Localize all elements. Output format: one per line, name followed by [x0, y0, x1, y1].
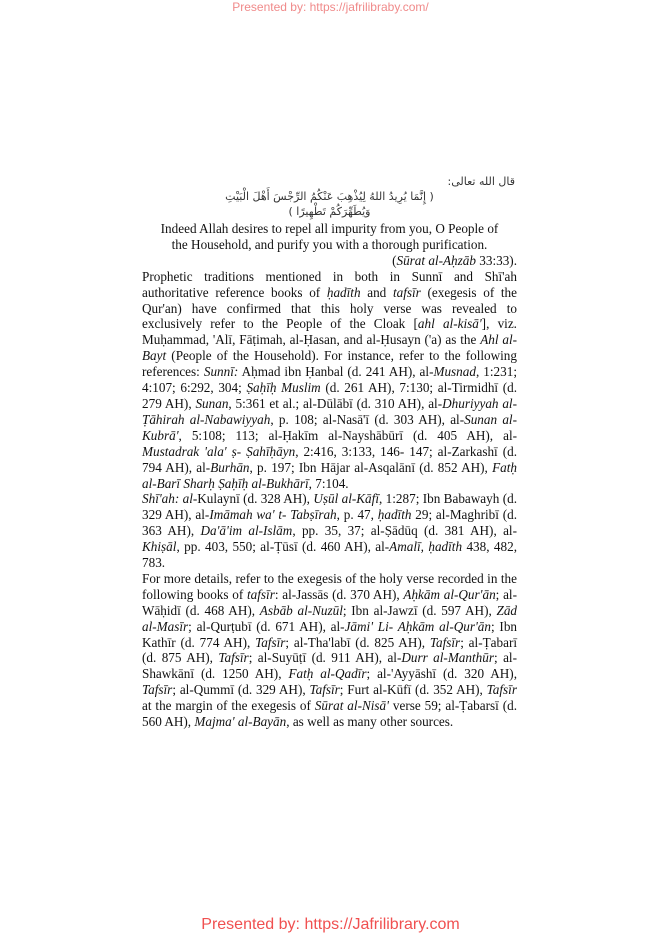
text-run: ; Ibn al-Jawzī (d. 597 AH),	[342, 602, 497, 618]
text-run: , 7:104.	[308, 475, 349, 491]
text-run: 438, 482, 783.	[142, 539, 517, 571]
text-run: ; al-Shawkānī (d. 1250 AH),	[142, 650, 517, 682]
text-run: Aḥmad ibn Ḥanbal (d. 241 AH), al-	[238, 364, 434, 380]
text-run: ; al-Wāḥidī (d. 468 AH),	[142, 586, 517, 618]
italic-text-run: Shī'ah: al-	[142, 491, 198, 507]
italic-text-run: Da'ā'im al-Islām	[200, 523, 293, 539]
italic-text-run: Tafsīr	[255, 634, 286, 650]
translation-line-2: the Household, and purify you with a thorough purification.	[171, 236, 488, 252]
text-run: (People of the Household). For instance, refer to the following references:	[142, 348, 517, 380]
ref-surah: Sūrat al-Aḥzāb	[396, 252, 476, 268]
watermark-bottom: Presented by: https://Jafrilibrary.com	[201, 916, 460, 933]
italic-text-run: Zād al-Masīr	[142, 602, 518, 634]
text-run: ; al-Tha'labī (d. 825 AH),	[285, 634, 430, 650]
verse-reference	[142, 253, 517, 269]
italic-text-run: Tafsīr	[486, 682, 517, 698]
text-run: For more details, refer to the exegesis of the holy verse recorded in the following books of	[142, 570, 517, 602]
text-run: ; al-Suyūṭī (d. 911 AH), al-	[248, 650, 402, 666]
italic-text-run: Asbāb al-Nuzūl	[259, 602, 343, 618]
arabic-verse-line-1: ( إِنَّمَا يُرِيدُ اللهُ لِيُذْهِبَ عَنْكُمُ الرِّجْسَ أَهْلَ الْبَيْتِ	[225, 190, 434, 203]
italic-text-run: Ahl al-Bayt	[142, 332, 517, 364]
page-content	[142, 174, 517, 730]
italic-text-run: Sunan	[195, 395, 229, 411]
text-run: , pp. 403, 550; al-Ṭūsī (d. 460 AH), al-	[176, 539, 390, 555]
paragraph-tafsir-references	[142, 571, 517, 730]
italic-text-run: Amalī, ḥadīth	[389, 539, 463, 555]
italic-text-run: Sunnī:	[203, 364, 239, 380]
arabic-intro: قال الله تعالى:	[447, 175, 515, 188]
ref-open: (	[392, 252, 397, 268]
ref-rest: 33:33).	[475, 252, 517, 268]
text-run: , 2:416, 3:133, 146- 147; al-Zarkashī (d. 794 AH), al-	[142, 443, 517, 475]
italic-text-run: Fatḥ al-Qadīr	[288, 666, 367, 682]
paragraph-sunni-references	[142, 269, 517, 492]
watermark-top: Presented by: https://jafrilibraby.com/	[232, 0, 429, 14]
text-run: , p. 47,	[336, 507, 378, 523]
italic-text-run: Imāmah wa' t- Tabṣīrah	[209, 507, 337, 523]
translation-line-1: Indeed Allah desires to repel all impurity from you, O People of	[160, 221, 499, 236]
text-run: Kulaynī (d. 328 AH),	[197, 491, 314, 507]
text-run: (d. 261 AH), 7:130; al-Tirmidhī (d. 279 AH),	[142, 380, 518, 411]
italic-text-run: ḥadīth	[377, 507, 412, 523]
text-run: ; al-'Ayyāshī (d. 320 AH),	[366, 666, 517, 682]
italic-text-run: ahl al-kisā'	[417, 316, 482, 332]
text-run: , 1:231; 4:107; 6:292, 304;	[142, 364, 517, 396]
italic-text-run: Majma' al-Bayān	[194, 714, 287, 730]
paragraph-shiah-references	[142, 491, 517, 571]
text-run: at the margin of the exegesis of	[142, 698, 315, 714]
text-run: verse 59; al-Ṭabarsī (d. 560 AH),	[142, 698, 517, 730]
italic-text-run: Fatḥ al-Barī Sharḥ Ṣaḥīḥ al-Bukhārī	[142, 459, 517, 491]
verse-translation	[142, 221, 517, 253]
italic-text-run: Durr al-Manthūr	[401, 650, 494, 666]
italic-text-run: tafsīr	[392, 284, 421, 300]
text-run: ], viz. Muḥammad, 'Alī, Fāṭimah, al-Ḥasan, and al-Ḥusayn ('a) as the	[142, 316, 517, 348]
text-run: , p. 108; al-Nasā'ī (d. 303 AH), al-	[270, 411, 465, 427]
text-run: (exegesis of the Qur'an) have confirmed that this holy verse was revealed to exclusively refer to the People of the Cloak [	[142, 284, 517, 332]
italic-text-run: Sūrat al-Nisā'	[314, 698, 389, 714]
italic-text-run: ḥadīth	[326, 284, 361, 300]
italic-text-run: Sunan al-Kubrā'	[142, 411, 517, 443]
text-run: ; Furt al-Kūfī (d. 352 AH),	[339, 682, 487, 698]
text-run: , 5:361 et al.; al-Dūlābī (d. 310 AH), al-	[228, 395, 443, 411]
text-run: , 5:108; 113; al-Ḥakīm al-Nayshābūrī (d. 405 AH), al-	[178, 427, 517, 443]
text-run: ; al-Qurṭubī (d. 671 AH), al-	[188, 618, 345, 634]
italic-text-run: Khiṣāl	[142, 539, 177, 555]
italic-text-run: Tafsīr	[429, 634, 461, 650]
arabic-verse-block	[142, 174, 517, 219]
italic-text-run: Uṣūl al-Kāfī	[313, 491, 379, 507]
text-run: , pp. 35, 37; al-Ṣādūq (d. 381 AH), al-	[292, 523, 517, 539]
italic-text-run: Ṣaḥīḥ Muslim	[246, 380, 321, 396]
text-run: Prophetic traditions mentioned in both in Sunnī and Shī'ah authoritative reference books of	[142, 268, 517, 300]
text-run: 29; al-Maghribī (d. 363 AH),	[142, 507, 517, 539]
italic-text-run: Aḥkām al-Qur'ān	[403, 586, 496, 602]
text-run: ; al-Qummī (d. 329 AH),	[172, 682, 310, 698]
italic-text-run: Musnad	[433, 364, 476, 380]
italic-text-run: Jāmi' Li- Aḥkām al-Qur'ān	[344, 618, 491, 634]
italic-text-run: Tafsīr	[142, 682, 173, 698]
italic-text-run: Mustadrak 'ala' ṣ- Ṣahīḥāyn	[142, 443, 296, 459]
text-run: , 1:287; Ibn Babawayh (d. 329 AH), al-	[142, 491, 517, 523]
text-run: , p. 197; Ibn Hājar al-Asqalānī (d. 852 AH),	[249, 459, 493, 475]
text-run: ; Ibn Kathīr (d. 774 AH),	[142, 618, 518, 650]
text-run: ; al-Ṭabarī (d. 875 AH),	[142, 634, 518, 666]
text-run: : al-Jassās (d. 370 AH),	[274, 586, 404, 602]
italic-text-run: Dhuriyyah al-Ṭāhirah al-Nabawiyyah	[142, 395, 517, 427]
italic-text-run: tafsīr	[246, 586, 275, 602]
italic-text-run: Burhān	[210, 459, 250, 475]
text-run: , as well as many other sources.	[286, 714, 454, 730]
arabic-verse-line-2: وَيُطَهِّرَكُمْ تَطْهِيرًا )	[288, 205, 371, 218]
italic-text-run: Tafsīr	[309, 682, 340, 698]
italic-text-run: Tafsīr	[218, 650, 249, 666]
text-run: and	[360, 284, 393, 300]
